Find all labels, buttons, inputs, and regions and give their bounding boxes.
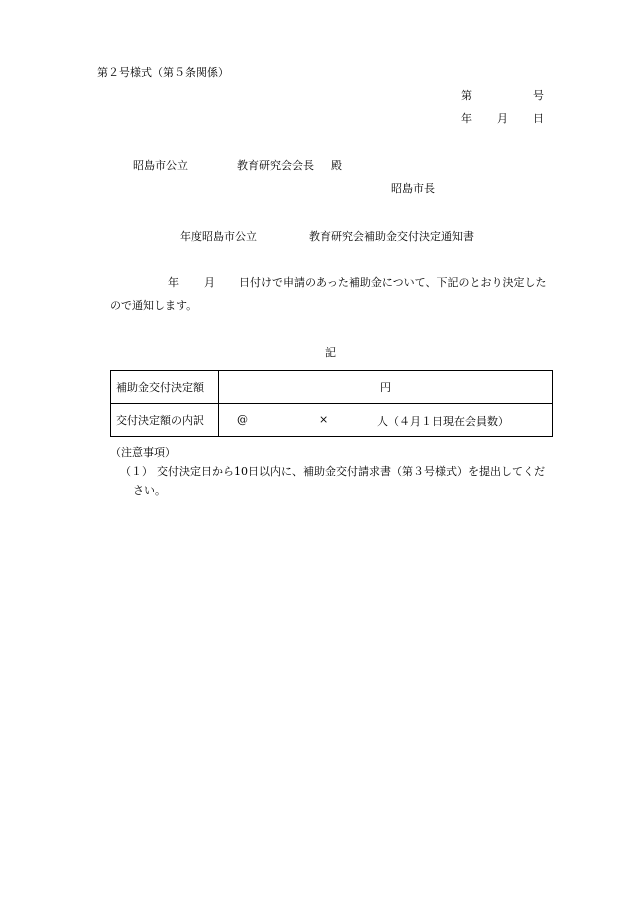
times-symbol: × <box>319 413 329 426</box>
date-day-label: 日 <box>533 112 544 125</box>
table-row <box>111 404 553 437</box>
notes-item1-line1: 交付決定日から10日以内に、補助金交付請求書（第３号様式）を提出してくだ <box>157 465 545 478</box>
notes-item1-line2: さい。 <box>133 484 166 497</box>
document-title-left: 年度昭島市公立 <box>180 230 257 243</box>
form-number-title: 第２号様式（第５条関係） <box>97 66 229 79</box>
ki-heading: 記 <box>325 346 336 359</box>
body-year-label: 年 <box>168 276 179 289</box>
body-line2-text: ので通知します。 <box>110 299 198 312</box>
document-number-dai: 第 <box>461 89 472 102</box>
document-number-go: 号 <box>533 89 544 102</box>
subsidy-amount-label: 補助金交付決定額 <box>111 371 219 404</box>
yen-unit: 円 <box>380 381 391 394</box>
body-line1-text: 日付けで申請のあった補助金について、下記のとおり決定した <box>239 276 547 289</box>
subsidy-table <box>110 370 553 437</box>
breakdown-label: 交付決定額の内訳 <box>111 404 219 437</box>
unit-price-at: @ <box>237 413 248 426</box>
addressee-honorific: 殿 <box>331 159 342 172</box>
breakdown-cell <box>219 404 553 437</box>
body-month-label: 月 <box>204 276 215 289</box>
notes-heading: （注意事項） <box>110 446 176 459</box>
persons-label: 人（４月１日現在会員数） <box>377 415 509 428</box>
addressee-org-title: 教育研究会会長 <box>237 159 314 172</box>
notes-item1-number: （１） <box>120 465 153 478</box>
date-year-label: 年 <box>461 112 472 125</box>
sender-mayor: 昭島市長 <box>391 182 435 195</box>
subsidy-amount-cell <box>219 371 553 404</box>
table-row <box>111 371 553 404</box>
addressee-city-school: 昭島市公立 <box>133 159 188 172</box>
date-month-label: 月 <box>497 112 508 125</box>
document-title-right: 教育研究会補助金交付決定通知書 <box>309 230 474 243</box>
